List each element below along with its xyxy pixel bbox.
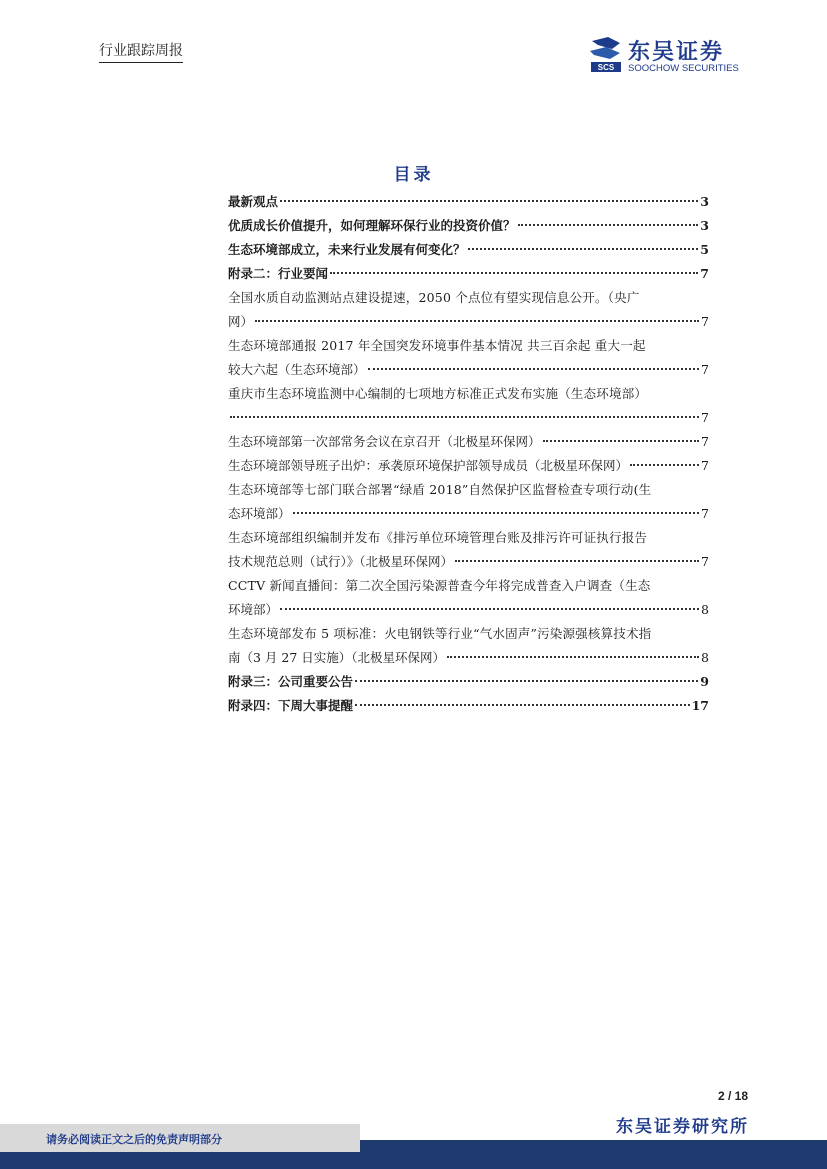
toc-leader-dots [280,199,698,202]
soochow-logo-icon [588,35,624,75]
toc-entry[interactable] [228,502,709,526]
toc-entry[interactable] [228,310,709,334]
footer-bar [0,1152,827,1169]
toc-leader-dots [368,367,700,370]
toc-entry[interactable] [228,262,709,286]
toc-entry-page: 7 [700,266,709,281]
toc-entry[interactable] [228,430,709,454]
toc-entry[interactable] [228,214,709,238]
logo-name-en: SOOCHOW SECURITIES [628,63,739,74]
toc-entry-text: 附录三：公司重要公告 [228,674,354,689]
table-of-contents [228,190,709,718]
toc-leader-dots [518,223,699,226]
toc-entry[interactable] [228,454,709,478]
toc-entry-lead[interactable]: 重庆市生态环境监测中心编制的七项地方标准正式发布实施（生态环境部） [228,386,648,401]
report-type-label: 行业跟踪周报 [99,40,183,63]
company-logo [588,35,758,79]
toc-entry-page: 3 [700,194,709,209]
toc-entry[interactable] [228,646,709,670]
toc-entry[interactable] [228,598,709,622]
toc-entry-text: 附录四：下周大事提醒 [228,698,354,713]
toc-title: 目录 [393,165,434,185]
toc-entry-text: 环境部） [228,602,279,617]
toc-entry-page: 17 [691,698,709,713]
toc-leader-dots [543,439,700,442]
toc-entry-text: 附录二：行业要闻 [228,266,329,281]
toc-entry-lead[interactable]: CCTV 新闻直播间：第二次全国污染源普查今年将完成普查入户调查（生态 [228,578,651,593]
toc-entry-text: 技术规范总则（试行）》（北极星环保网） [228,554,454,569]
toc-leader-dots [447,655,699,658]
toc-entry-page: 5 [700,242,709,257]
toc-leader-dots [630,463,699,466]
toc-entry-lead[interactable]: 生态环境部通报 2017 年全国突发环境事件基本情况 共三百余起 重大一起 [228,338,646,353]
toc-entry-text: 最新观点 [228,194,279,209]
toc-entry-page: 7 [701,410,709,425]
toc-leader-dots [280,607,699,610]
toc-entry[interactable] [228,406,709,430]
toc-entry-page: 9 [700,674,709,689]
toc-entry-page: 7 [701,458,709,473]
toc-entry-page: 7 [701,554,709,569]
toc-leader-dots [468,247,699,250]
footer-org-name: 东吴证券研究所 [616,1117,749,1137]
toc-entry-page: 3 [700,218,709,233]
toc-leader-dots [330,271,698,274]
logo-mark-text: SCS [597,63,615,72]
toc-entry-text: 态环境部） [228,506,291,521]
toc-entry-page: 8 [701,602,709,617]
toc-leader-dots [355,703,690,706]
toc-entry-lead[interactable]: 全国水质自动监测站点建设提速，2050 个点位有望实现信息公开。（央广 [228,290,640,305]
footer-disclaimer: 请务必阅读正文之后的免责声明部分 [46,1133,222,1146]
toc-entry-text: 生态环境部第一次部常务会议在京召开（北极星环保网） [228,434,541,449]
toc-entry-page: 7 [701,362,709,377]
toc-leader-dots [455,559,699,562]
toc-entry[interactable] [228,694,709,718]
toc-entry[interactable] [228,550,709,574]
toc-leader-dots [355,679,698,682]
toc-entry-text: 网） [228,314,254,329]
toc-entry-lead[interactable]: 生态环境部组织编制并发布《排污单位环境管理台账及排污许可证执行报告 [228,530,648,545]
toc-entry-page: 7 [701,506,709,521]
toc-leader-dots [293,511,700,514]
toc-entry-text: 南（3 月 27 日实施）（北极星环保网） [228,650,446,665]
toc-entry-text: 生态环境部领导班子出炉：承袭原环境保护部领导成员（北极星环保网） [228,458,629,473]
toc-entry[interactable] [228,190,709,214]
page-number: 2 / 18 [718,1089,749,1103]
logo-name-cn: 东吴证券 [628,40,725,65]
toc-entry-lead[interactable]: 生态环境部等七部门联合部署“绿盾 2018”自然保护区监督检查专项行动(生 [228,482,652,497]
toc-entry-text: 优质成长价值提升，如何理解环保行业的投资价值？ [228,218,516,233]
toc-entry-page: 7 [701,434,709,449]
toc-entry-lead[interactable]: 生态环境部发布 5 项标准：火电钢铁等行业“气水固声”污染源强核算技术指 [228,626,652,641]
toc-entry[interactable] [228,670,709,694]
toc-entry[interactable] [228,358,709,382]
toc-entry-text: 较大六起（生态环境部） [228,362,366,377]
toc-leader-dots [230,415,699,418]
toc-entry-page: 8 [701,650,709,665]
toc-entry[interactable] [228,238,709,262]
toc-entry-text: 生态环境部成立，未来行业发展有何变化？ [228,242,466,257]
toc-entry-page: 7 [701,314,709,329]
toc-leader-dots [255,319,699,322]
footer-bar-step [360,1140,827,1152]
